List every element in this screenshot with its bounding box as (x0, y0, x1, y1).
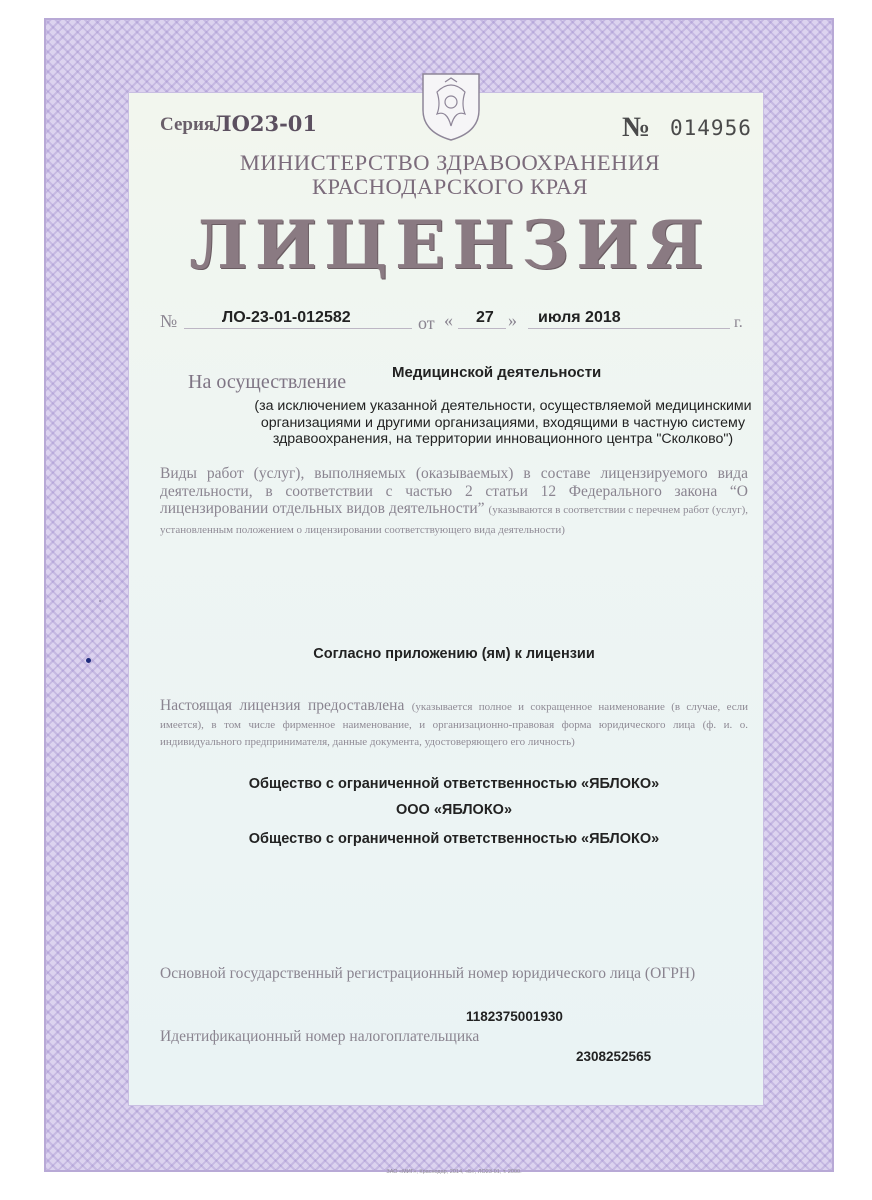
organization-short-name: ООО «ЯБЛОКО» (395, 802, 513, 818)
granted-description (160, 698, 748, 751)
ink-dot (86, 658, 91, 663)
ogrn-value: 1182375001930 (466, 1009, 563, 1024)
coat-of-arms-icon (417, 70, 485, 142)
printer-footer: ЗАО «МИГ», Краснодар, 2014, «Б», ЛО23-01, т. 2000. (386, 1169, 522, 1175)
works-text: Виды работ (услуг), выполняемых (оказываемых) в составе лицензируемого вида деятельности, в соответствии с частью 2 статьи 12 Федерального закона “О лицензировании отдельных видов деятельности” (160, 465, 748, 517)
license-day-underline (458, 328, 506, 329)
activity-note: (за исключением указанной деятельности, осуществляемой медицинскими организациями и другими организациями, входящими в частную систему здравоохранения, на территории инновационного центра "Сколково") (254, 398, 752, 447)
form-number-value: 014956 (670, 116, 752, 140)
series-label: Серия (160, 114, 215, 135)
form-number-label: № (622, 112, 651, 143)
ogrn-label: Основной государственный регистрационный номер юридического лица (ОГРН) (160, 965, 696, 982)
speck (99, 600, 101, 602)
appendix-reference: Согласно приложению (ям) к лицензии (313, 646, 595, 662)
license-number-underline (184, 328, 412, 329)
license-day: 27 (476, 309, 494, 326)
license-year-suffix: г. (734, 314, 743, 331)
works-small-note: (указываются в соответствии с перечнем работ (услуг), установленным положением о лицензировании соответствующего вида деятельности) (160, 504, 748, 536)
inn-value: 2308252565 (576, 1049, 652, 1064)
inn-label: Идентификационный номер налогоплательщика (160, 1028, 480, 1045)
organization-full-name: Общество с ограниченной ответственностью «ЯБЛОКО» (248, 776, 660, 792)
ministry-name-line2: КРАСНОДАРСКОГО КРАЯ (312, 174, 588, 199)
series-value: ЛО23-01 (213, 111, 318, 136)
granted-text: Настоящая лицензия предоставлена (160, 697, 405, 714)
license-number-sign: № (160, 311, 178, 331)
document-title: ЛИЦЕНЗИЯ (189, 206, 711, 284)
license-month-year: июля 2018 (538, 309, 621, 326)
license-number: ЛО-23-01-012582 (222, 309, 351, 326)
purpose-label: На осуществление (188, 371, 347, 393)
granted-small-note: (указывается полное и сокращенное наименование (в случае, если имеется), в том числе фирменное наименование, и организационно-правовая форма юридического лица (ф. и. о. индивидуального предпринимателя, данные документа, удостоверяющего его личность) (160, 701, 749, 748)
organization-brand-name: Общество с ограниченной ответственностью «ЯБЛОКО» (248, 831, 660, 847)
license-month-underline (528, 328, 730, 329)
license-date-from-label: от (418, 313, 435, 333)
license-date-quote-close: » (508, 310, 517, 330)
licensed-activity: Медицинской деятельности (392, 364, 602, 381)
license-date-quote-open: « (444, 310, 453, 330)
works-description (160, 465, 748, 539)
ministry-name-line1: МИНИСТЕРСТВО ЗДРАВООХРАНЕНИЯ (239, 150, 661, 175)
